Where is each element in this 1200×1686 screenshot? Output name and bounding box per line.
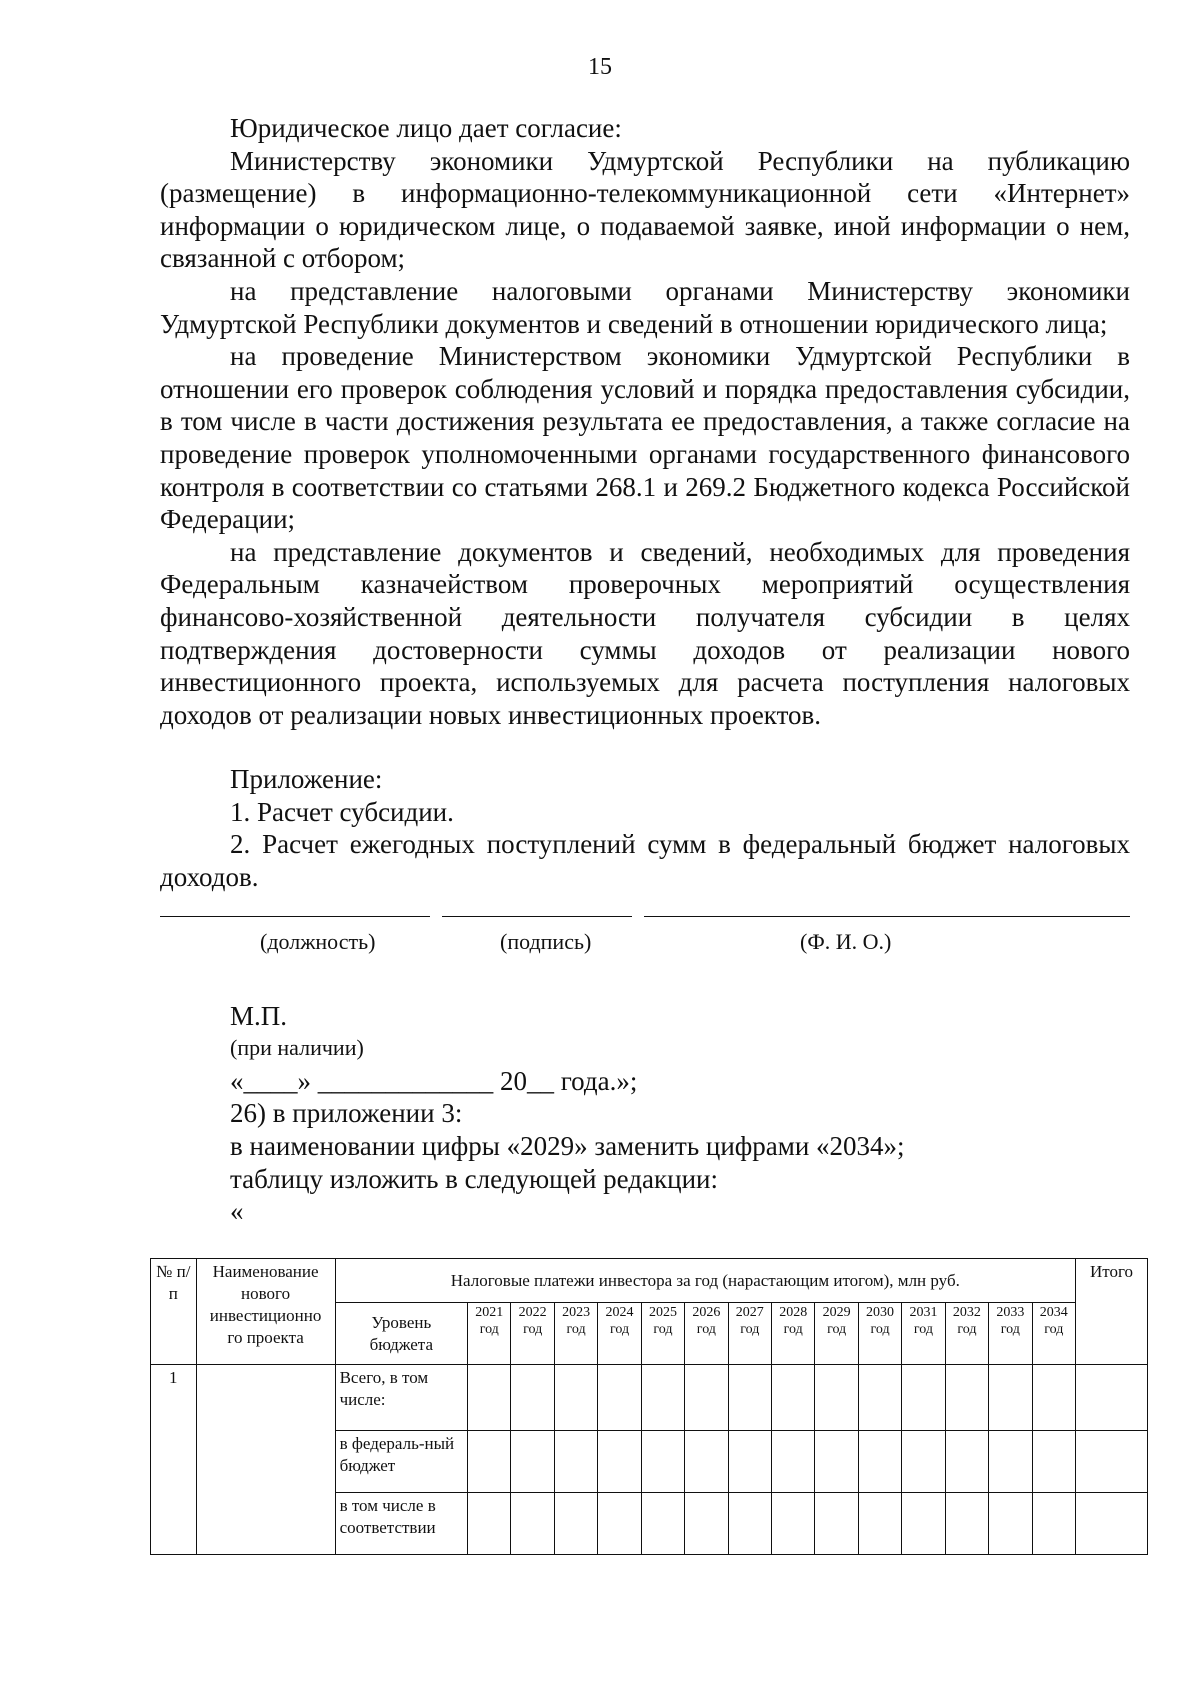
header-total: Итого [1076,1259,1148,1365]
header-year: 2031 год [902,1303,945,1365]
paragraph: Юридическое лицо дает согласие: [230,113,622,143]
header-year: 2022 год [511,1303,554,1365]
name-caption: (Ф. И. О.) [800,928,892,954]
quote-open: « [230,1196,244,1227]
header-project-name: Наименование нового инвестиционно го проекта [196,1259,335,1365]
header-year: 2032 год [945,1303,988,1365]
stamp-mark: М.П. [230,1000,288,1031]
header-year: 2034 год [1032,1303,1076,1365]
date-line: «____» _____________ 20__ года.»; [230,1065,638,1096]
signature-caption: (подпись) [500,928,592,954]
paragraph: Министерству экономики Удмуртской Республики на публикацию (размещение) в информационно-телекоммуникационной сети «Интернет» информации о юридическом лице, о подаваемой заявке, иной информации о нем, связанной с отбором; [160,145,1130,274]
header-year: 2027 год [728,1303,771,1365]
budget-level-cell: в федераль-ный бюджет [335,1431,467,1493]
stamp-note: (при наличии) [230,1035,364,1061]
header-tax-payments: Налоговые платежи инвестора за год (нарастающим итогом), млн руб. [335,1259,1076,1303]
signature-block [160,910,1130,1000]
amendment-line: таблицу изложить в следующей редакции: [230,1163,718,1194]
project-name-cell [196,1365,335,1555]
amendment-line: 26) в приложении 3: [230,1098,463,1129]
paragraph: на представление документов и сведений, необходимых для проведения Федеральным казначейством проверочных мероприятий осуществления финансово-хозяйственной деятельности получателя субсидии в целях подтверждения достоверности суммы доходов от реализации нового инвестиционного проекта, используемых для расчета поступления налоговых доходов от реализации новых инвестиционных проектов. [160,536,1130,730]
position-caption: (должность) [260,928,376,954]
paragraph: на проведение Министерством экономики Удмуртской Республики в отношении его проверок соблюдения условий и порядка предоставления субсидии, в том числе в части достижения результата ее предоставления, а также согласие на проведение проверок уполномоченными органами государственного финансового контроля в соответствии со статьями 268.1 и 269.2 Бюджетного кодекса Российской Федерации; [160,341,1130,535]
header-year: 2025 год [641,1303,684,1365]
header-year: 2024 год [598,1303,641,1365]
page-number: 15 [588,54,612,80]
paragraph: на представление налоговыми органами Министерству экономики Удмуртской Республики документов и сведений в отношении юридического лица; [160,275,1130,339]
header-year: 2021 год [468,1303,511,1365]
appendix-title: Приложение: [230,764,383,795]
budget-level-cell: в том числе в соответствии [335,1493,467,1555]
header-year: 2023 год [554,1303,597,1365]
header-num: № п/п [151,1259,197,1365]
appendix-item: 2. Расчет ежегодных поступлений сумм в федеральный бюджет налоговых доходов. [160,829,1130,893]
tax-payments-table [150,1258,1148,1555]
header-year: 2029 год [815,1303,858,1365]
header-year: 2033 год [989,1303,1032,1365]
amendment-line: в наименовании цифры «2029» заменить цифрами «2034»; [230,1131,905,1162]
budget-level-cell: Всего, в том числе: [335,1365,467,1431]
table-row [151,1365,1148,1431]
header-budget-level: Уровень бюджета [335,1303,467,1365]
appendix-item: 1. Расчет субсидии. [230,796,454,827]
document-body [160,112,1130,1228]
header-year: 2030 год [858,1303,901,1365]
header-year: 2026 год [685,1303,728,1365]
header-year: 2028 год [772,1303,815,1365]
row-number: 1 [151,1365,197,1555]
